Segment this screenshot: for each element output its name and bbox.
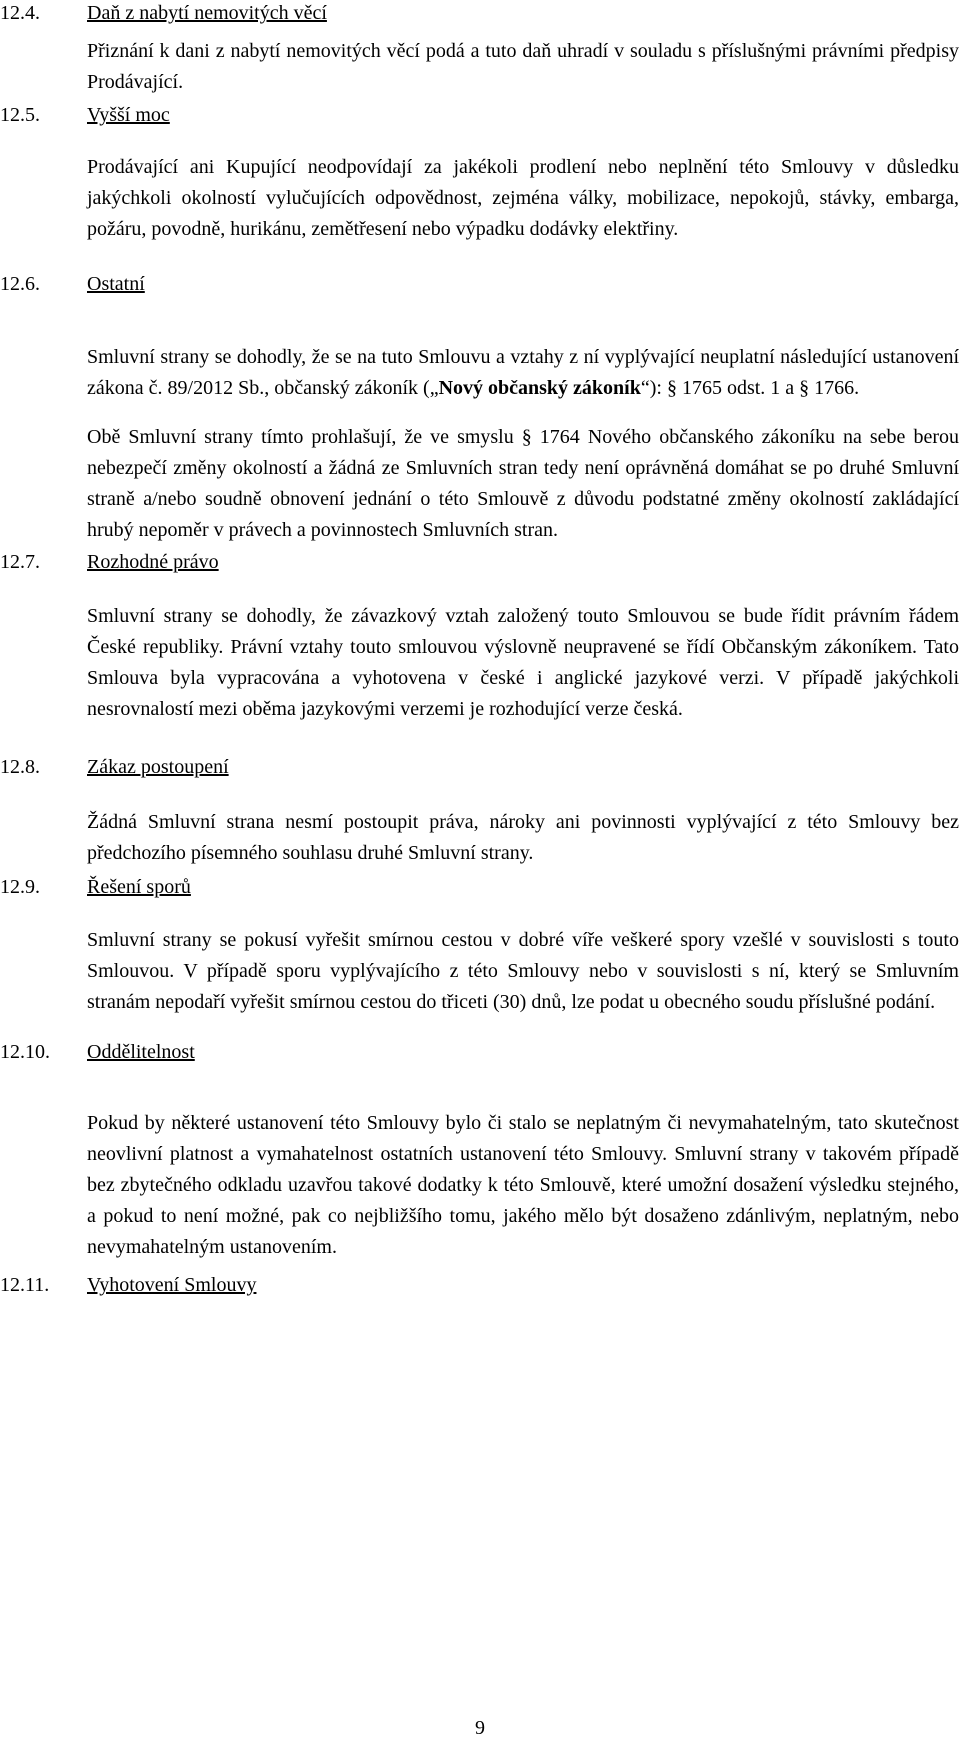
section-number: 12.10. (0, 1041, 50, 1063)
paragraph: Prodávající ani Kupující neodpovídají za jakékoli prodlení nebo neplnění této Smlouvy v důsledku jakýchkoli okolností vylučujících odpovědnost, zejména války, mobilizace, nepokojů, stávky, embarga, požáru, povodně, hurikánu, zemětřesení nebo výpadku dodávky elektřiny. (87, 156, 959, 240)
section-number: 12.7. (0, 551, 40, 573)
paragraph-text: Smluvní strany se dohodly, že se na tuto Smlouvu a vztahy z ní vyplývající neuplatní následující ustanovení zákona č. 89/2012 Sb., občanský zákoník („ (87, 346, 959, 399)
paragraph: Smluvní strany se dohodly, že závazkový vztah založený touto Smlouvou se bude řídit právním řádem České republiky. Právní vztahy touto smlouvou výslovně neupravené se řídí Občanským zákoníkem. Tato Smlouva byla vypracována a vyhotovena v české i anglické jazykové verzi. V případě jakýchkoli nesrovnalostí mezi oběma jazykovými verzemi je rozhodující verze česká. (87, 605, 959, 720)
section-number: 12.8. (0, 756, 40, 778)
section-title: Vyhotovení Smlouvy (87, 1274, 257, 1296)
section-number: 12.5. (0, 104, 40, 126)
section-number: 12.6. (0, 273, 40, 295)
paragraph: Obě Smluvní strany tímto prohlašují, že ve smyslu § 1764 Nového občanského zákoníku na sebe berou nebezpečí změny okolností a žádná ze Smluvních stran tedy není oprávněná domáhat se po druhé Smluvní straně a/nebo soudně obnovení jednání o této Smlouvě z důvodu podstatné změny okolností zakládající hrubý nepoměr v právech a povinnostech Smluvních stran. (87, 426, 959, 541)
section-title: Vyšší moc (87, 104, 170, 126)
paragraph-text: “): § 1765 odst. 1 a § 1766. (640, 377, 860, 399)
page-number: 9 (475, 1717, 485, 1739)
paragraph: Přiznání k dani z nabytí nemovitých věcí podá a tuto daň uhradí v souladu s příslušnými právními předpisy Prodávající. (87, 40, 959, 93)
defined-term: Nový občanský zákoník (438, 377, 641, 399)
section-number: 12.9. (0, 876, 40, 898)
section-title: Oddělitelnost (87, 1041, 195, 1063)
section-title: Ostatní (87, 273, 145, 295)
paragraph: Smluvní strany se pokusí vyřešit smírnou cestou v dobré víře veškeré spory vzešlé v souvislosti s touto Smlouvou. V případě sporu vyplývajícího z této Smlouvy nebo v souvislosti s ní, který se Smluvním stranám nepodaří vyřešit smírnou cestou do třiceti (30) dnů, lze podat u obecného soudu příslušné podání. (87, 929, 959, 1013)
paragraph: Žádná Smluvní strana nesmí postoupit práva, nároky ani povinnosti vyplývající z této Smlouvy bez předchozího písemného souhlasu druhé Smluvní strany. (87, 811, 959, 864)
paragraph (87, 342, 959, 404)
section-title: Daň z nabytí nemovitých věcí (87, 2, 327, 24)
section-number: 12.4. (0, 2, 40, 24)
section-title: Řešení sporů (87, 876, 191, 898)
section-number: 12.11. (0, 1274, 50, 1296)
section-title: Zákaz postoupení (87, 756, 229, 778)
section-title: Rozhodné právo (87, 551, 219, 573)
paragraph: Pokud by některé ustanovení této Smlouvy bylo či stalo se neplatným či nevymahatelným, tato skutečnost neovlivní platnost a vymahatelnost ostatních ustanovení této Smlouvy. Smluvní strany v takovém případě bez zbytečného odkladu uzavřou takové dodatky k této Smlouvě, které umožní dosažení výsledku stejného, a pokud to není možné, pak co nejbližšího tomu, jakého mělo být dosaženo zdánlivým, neplatným, nebo nevymahatelným ustanovením. (87, 1112, 959, 1258)
